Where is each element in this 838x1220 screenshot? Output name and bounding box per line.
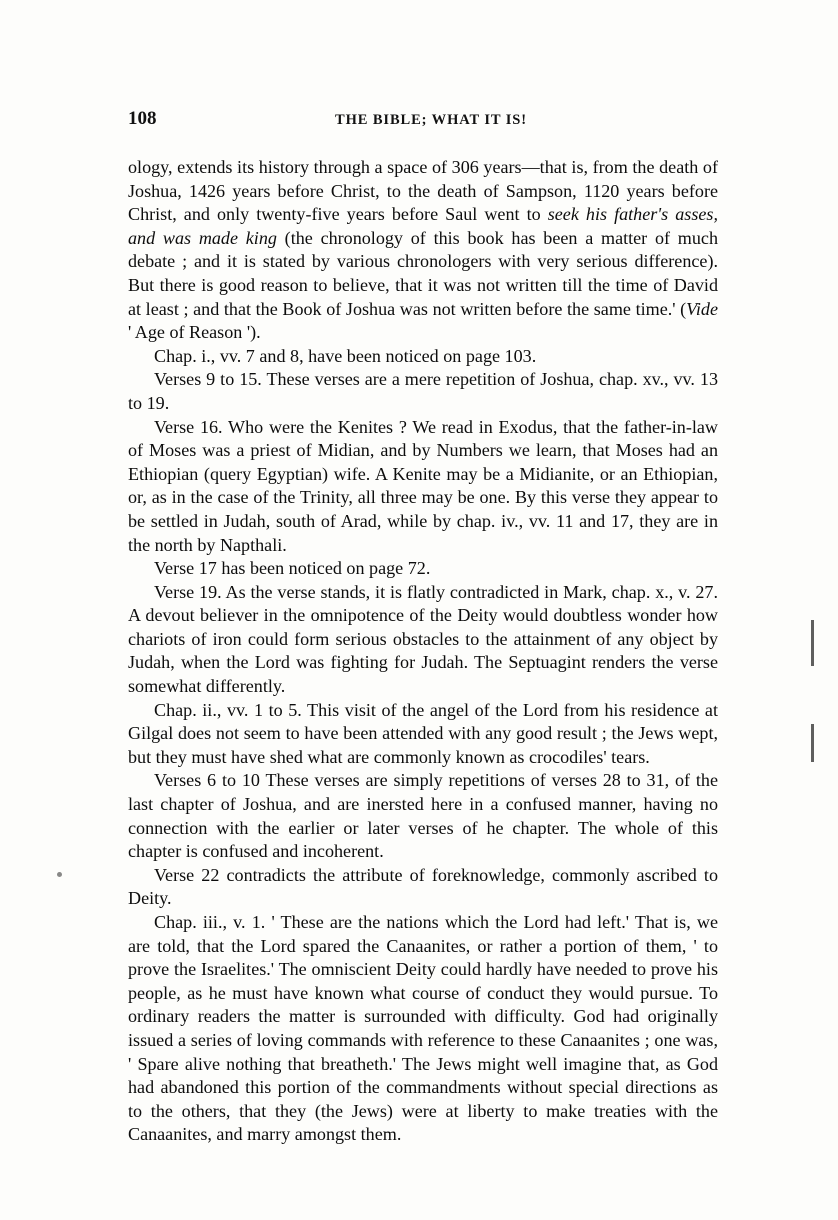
page-edge-mark <box>811 724 814 762</box>
paragraph-chap-ii: Chap. ii., vv. 1 to 5. This visit of the angel of the Lord from his residence at Gilgal does not seem to have been attended with any good result ; the Jews wept, but they must have shed what are commonly known as crocodiles' tears. <box>128 699 718 767</box>
paragraph-chap-i: Chap. i., vv. 7 and 8, have been noticed on page 103. <box>154 345 537 366</box>
page-header <box>128 108 718 134</box>
page-number: 108 <box>128 108 157 129</box>
body-text <box>128 156 718 1147</box>
paragraph-verse-22: Verse 22 contradicts the attribute of foreknowledge, commonly ascribed to Deity. <box>128 864 718 909</box>
paragraph-text-tail: ' Age of Reason '). <box>128 322 261 343</box>
page-speck <box>57 872 62 877</box>
paragraph-verse-16: Verse 16. Who were the Kenites ? We read in Exodus, that the father-in-law of Moses was a priest of Midian, and by Numbers we learn, that Moses had an Ethiopian (query Egyptian) wife. A Kenite may be a Midianite, or an Ethiopian, or, as in the case of the Trinity, all three may be one. By this verse they appear to be settled in Judah, south of Arad, while by chap. iv., vv. 11 and 17, they are in the north by Napthali. <box>128 416 718 555</box>
paragraph-verse-17: Verse 17 has been noticed on page 72. <box>154 558 431 579</box>
italic-vide: Vide <box>686 298 718 319</box>
italic-phrase: seek his father's asses, and was made king <box>128 204 718 248</box>
paragraph-text-continued: (the chronology of this book has been a matter of much debate ; and it is stated by various chronologers with very serious difference). But there is good reason to believe, that it was not written till the time of David at least ; and that the Book of Joshua was not written before the same time.' ( <box>128 227 718 319</box>
paragraph-verses-9-15: Verses 9 to 15. These verses are a mere repetition of Joshua, chap. xv., vv. 13 to 19. <box>128 369 718 413</box>
paragraph-chap-iii: Chap. iii., v. 1. ' These are the nations which the Lord had left.' That is, we are told, that the Lord spared the Canaanites, or rather a portion of them, ' to prove the Israelites.' The omniscient Deity could hardly have needed to prove his people, as he must have known what course of conduct they would pursue. To ordinary readers the matter is surrounded with difficulty. God had originally issued a series of loving commands with reference to these Canaanites ; one was, ' Spare alive nothing that breatheth.' The Jews might well imagine that, as God had abandoned this portion of the commandments without special directions as to the others, that they (the Jews) were at liberty to make treaties with the Canaanites, and marry amongst them. <box>128 912 718 1145</box>
paragraph-opening <box>128 156 718 345</box>
paragraph-text: ology, extends its history through a space of 306 years—that is, from the death of Joshua, 1426 years before Christ, to the death of Sampson, 1120 years before Christ, and only twenty-five years before Saul went to <box>128 157 718 225</box>
page-content <box>128 108 718 1147</box>
paragraph-verse-19: Verse 19. As the verse stands, it is flatly contradicted in Mark, chap. x., v. 27. A devout believer in the omnipotence of the Deity would doubtless wonder how chariots of iron could form serious obstacles to the attainment of any object by Judah, when the Lord was fighting for Judah. The Septuagint renders the verse somewhat differently. <box>128 581 718 697</box>
page-edge-mark <box>811 620 814 666</box>
paragraph-verses-6-10: Verses 6 to 10 These verses are simply repetitions of verses 28 to 31, of the last chapter of Joshua, and are inersted here in a confused manner, having no connection with the earlier or later verses of he chapter. The whole of this chapter is confused and incoherent. <box>128 770 718 862</box>
running-head: THE BIBLE; WHAT IT IS! <box>335 112 527 128</box>
